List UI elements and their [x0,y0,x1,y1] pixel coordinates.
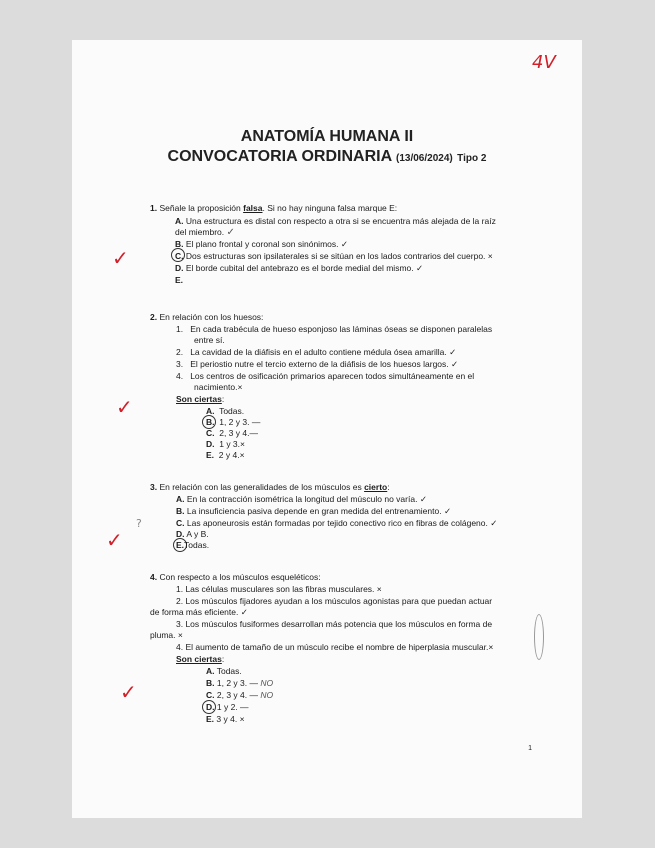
page-number: 1 [528,745,532,752]
question-2-statement-1-cont: entre sí. [194,335,225,345]
question-2-option-b: B. 1, 2 y 3. — [206,417,261,427]
question-1-option-a: A. Una estructura es distal con respecto a otra si se encuentra más alejada de la raíz [175,216,496,226]
question-3-option-d: D. A y B. [176,529,209,539]
question-4-option-b: B. 1, 2 y 3. — NO [206,678,274,688]
question-1-option-a-cont: del miembro. ✓ [175,227,235,238]
red-check-q2: ✓ [116,395,133,419]
question-2-option-a: A. Todas. [206,406,245,416]
question-1-option-b: B. El plano frontal y coronal son sinónimos. ✓ [175,239,348,249]
question-2-statement-2: 2. La cavidad de la diáfisis en el adulto contiene médula ósea amarilla. ✓ [176,347,457,357]
exam-title: ANATOMÍA HUMANA II [240,128,414,145]
question-4-stem: 4. Con respecto a los músculos esqueléticos: [150,572,321,582]
question-4-option-a: A. Todas. [206,666,242,676]
question-2-option-c: C. 2, 3 y 4.— [206,428,258,438]
question-3-option-a: A. En la contracción isométrica la longitud del músculo no varía. ✓ [176,494,427,504]
question-4-statement-3-cont: pluma. × [150,630,183,640]
red-check-q4: ✓ [120,680,137,704]
question-2-option-e: E. 2 y 4.× [206,450,245,460]
question-2-statement-3: 3. El periostio nutre el tercio externo de la diáfisis de los huesos largos. ✓ [176,359,459,369]
red-check-q3: ✓ [106,528,123,552]
question-4-statement-3: 3. Los músculos fusiformes desarrollan más potencia que los músculos en forma de [176,619,493,629]
question-4-option-e: E. 3 y 4. × [206,714,245,724]
red-check-q1: ✓ [112,246,129,270]
question-4-statement-4: 4. El aumento de tamaño de un músculo recibe el nombre de hiperplasia muscular.× [176,642,494,652]
exam-subtitle: CONVOCATORIA ORDINARIA (13/06/2024) Tipo 2 [167,148,487,165]
question-4-option-c: C. 2, 3 y 4. — NO [206,690,274,700]
question-2-option-d: D. 1 y 3.× [206,439,245,449]
grade-annotation: 4V [532,52,556,73]
question-3-option-b: B. La insuficiencia pasiva depende en gran medida del entrenamiento. ✓ [176,506,452,516]
question-2-statement-4-cont: nacimiento.× [194,382,243,392]
question-1-option-d: D. El borde cubital del antebrazo es el borde medial del mismo. ✓ [175,263,424,273]
question-3-stem: 3. En relación con las generalidades de los músculos es cierto: [150,482,390,492]
question-2-son-ciertas: Son ciertas: [176,394,225,404]
bracket-annotation [534,614,544,660]
question-4-option-d: D. 1 y 2. — [206,702,249,712]
question-4-son-ciertas: Son ciertas: [176,654,225,664]
red-question-mark-q3: ? [136,517,142,530]
question-4-statement-1: 1. Las células musculares son las fibras musculares. × [176,584,382,594]
question-1-option-c: C. Dos estructuras son ipsilaterales si se sitúan en los lados contrarios del cuerpo. × [175,251,493,261]
question-1-option-e: E. [175,275,184,285]
question-2-stem: 2. En relación con los huesos: [150,312,264,322]
question-1-stem: 1. Señale la proposición falsa. Si no hay ninguna falsa marque E: [150,203,398,213]
question-4-statement-2-cont: de forma más eficiente. ✓ [150,607,248,617]
question-2-statement-1: 1. En cada trabécula de hueso esponjoso las láminas óseas se disponen paralelas [176,324,493,334]
exam-page [72,40,582,818]
question-4-statement-2: 2. Los músculos fijadores ayudan a los músculos agonistas para que puedan actuar [176,596,493,606]
question-2-statement-4: 4. Los centros de osificación primarios aparecen todos simultáneamente en el [176,371,475,381]
question-3-option-c: C. Las aponeurosis están formadas por tejido conectivo rico en fibras de colágeno. ✓ [176,518,498,528]
question-3-option-e: E.Todas. [176,540,210,550]
